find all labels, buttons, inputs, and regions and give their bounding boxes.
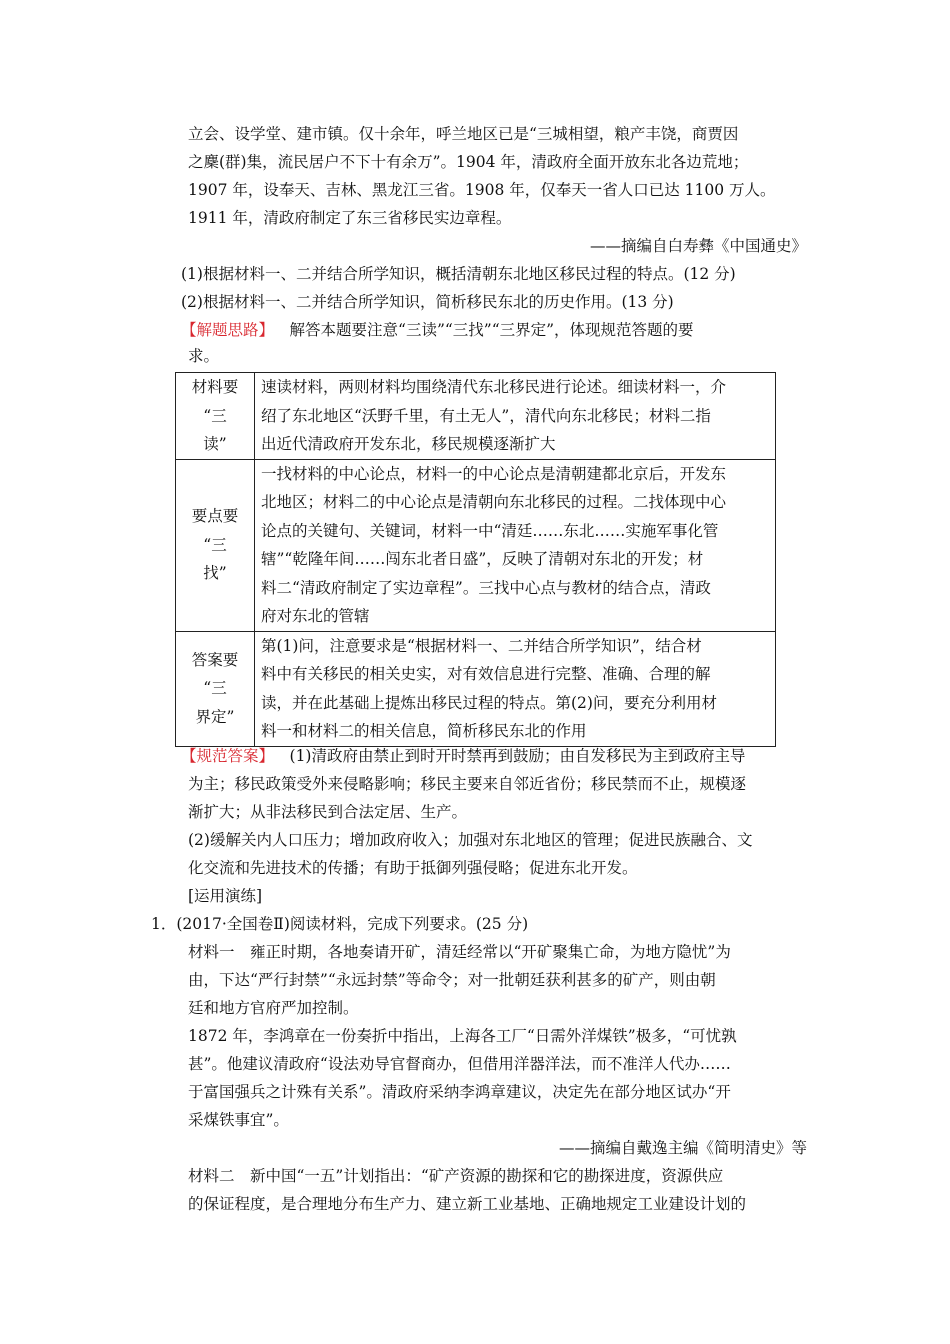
practice-header: [运用演练] <box>188 887 263 905</box>
answer-tag: 【规范答案】 <box>181 747 275 765</box>
row-content: 速读材料，两则材料均围绕清代东北移民进行论述。细读材料一，介 绍了东北地区“沃野千里，有土无人”，清代向东北移民；材料二指 出近代清政府开发东北，移民规模逐渐扩大 <box>255 373 776 460</box>
q1-material-line: 由，下达“严行封禁”“永远封禁”等命令；对一批朝廷获利甚多的矿产，则由朝 <box>188 971 716 989</box>
question-2: (2)根据材料一、二并结合所学知识，简析移民东北的历史作用。(13 分) <box>181 293 674 311</box>
row-label: 答案要 “三 界定” <box>176 631 255 746</box>
q1-material-source: ——摘编自戴逸主编《简明清史》等 <box>558 1139 807 1157</box>
analysis-intro <box>181 320 694 340</box>
question-1: (1)根据材料一、二并结合所学知识，概括清朝东北地区移民过程的特点。(12 分) <box>181 265 736 283</box>
answer-line <box>181 746 745 766</box>
row-content: 一找材料的中心论点，材料一的中心论点是清朝建都北京后，开发东 北地区；材料二的中心论点是清朝向东北移民的过程。二找体现中心 论点的关键句、关键词，材料一中“清廷……东北……实施军事化管 辖”“乾隆年间……闯东北者日盛”，反映了清朝对东北的开发；材 料二“清政府制定了实边章程”。三找中心点与教材的结合点，清政 府对东北的管辖 <box>255 459 776 631</box>
row-label: 材料要 “三 读” <box>176 373 255 460</box>
analysis-tag: 【解题思路】 <box>181 321 275 339</box>
material-line: 1907 年，设奉天、吉林、黑龙江三省。1908 年，仅奉天一省人口已达 1100 万人。 <box>188 181 776 199</box>
q1-material-line: 甚”。他建议清政府“设法劝导官督商办，但借用洋器洋法，而不准洋人代办…… <box>188 1055 731 1073</box>
q1-material-line: 采煤铁事宜”。 <box>188 1111 289 1129</box>
material-line: 立会、设学堂、建市镇。仅十余年，呼兰地区已是“三城相望，粮产丰饶，商贾因 <box>188 125 739 143</box>
table-row <box>176 631 776 746</box>
q1-material-line: 1872 年，李鸿章在一份奏折中指出，上海各工厂“日需外洋煤铁”极多，“可忧孰 <box>188 1027 737 1045</box>
table-row <box>176 459 776 631</box>
material-line: 1911 年，清政府制定了东三省移民实边章程。 <box>188 209 512 227</box>
answer-line: (2)缓解关内人口压力；增加政府收入；加强对东北地区的管理；促进民族融合、文 <box>188 831 753 849</box>
material-source: ——摘编自白寿彝《中国通史》 <box>589 237 807 255</box>
answer-line: 化交流和先进技术的传播；有助于抵御列强侵略；促进东北开发。 <box>188 859 638 877</box>
q1-number: 1． <box>151 915 177 933</box>
q1-header <box>151 914 528 934</box>
q1-material2-line: 的保证程度，是合理地分布生产力、建立新工业基地、正确地规定工业建设计划的 <box>188 1195 747 1213</box>
analysis-table <box>175 372 776 747</box>
answer-line: 为主；移民政策受外来侵略影响；移民主要来自邻近省份；移民禁而不止，规模逐 <box>188 775 747 793</box>
answer-text: (1)清政府由禁止到时开时禁再到鼓励；由自发移民为主到政府主导 <box>289 747 746 765</box>
material-line: 之麇(群)集，流民居户不下十有余万”。1904 年，清政府全面开放东北各边荒地； <box>188 153 749 171</box>
q1-material2-line: 材料二 新中国“一五”计划指出：“矿产资源的勘探和它的勘探进度，资源供应 <box>188 1167 724 1185</box>
table-row <box>176 373 776 460</box>
row-label: 要点要 “三 找” <box>176 459 255 631</box>
row-content: 第(1)问，注意要求是“根据材料一、二并结合所学知识”，结合材 料中有关移民的相关史实，对有效信息进行完整、准确、合理的解 读，并在此基础上提炼出移民过程的特点。第(2)问，要充分利用材 料一和材料二的相关信息，简析移民东北的作用 <box>255 631 776 746</box>
q1-title: (2017·全国卷Ⅱ)阅读材料，完成下列要求。(25 分) <box>176 915 529 933</box>
q1-material-line: 廷和地方官府严加控制。 <box>188 999 359 1017</box>
answer-line: 渐扩大；从非法移民到合法定居、生产。 <box>188 803 468 821</box>
q1-material-line: 于富国强兵之计殊有关系”。清政府采纳李鸿章建议，决定先在部分地区试办“开 <box>188 1083 731 1101</box>
analysis-text: 解答本题要注意“三读”“三找”“三界定”，体现规范答题的要 <box>289 321 694 339</box>
q1-material-line: 材料一 雍正时期，各地奏请开矿，清廷经常以“开矿聚集亡命，为地方隐忧”为 <box>188 943 731 961</box>
analysis-intro-cont: 求。 <box>188 347 220 365</box>
